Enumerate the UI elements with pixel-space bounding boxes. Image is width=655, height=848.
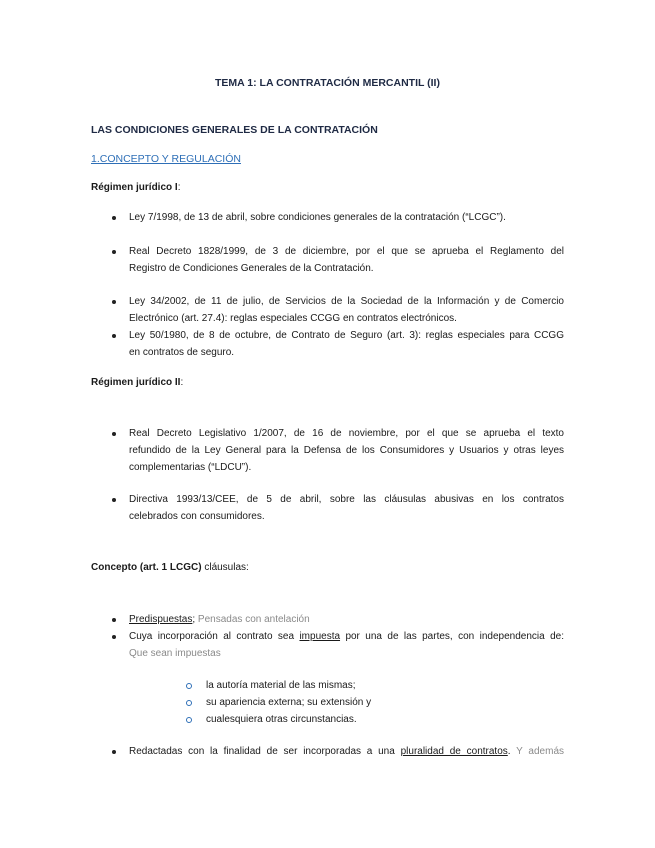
- item-line: Real Decreto 1828/1999, de 3 de diciembre, por el que se aprueba el Reglamento del: [129, 246, 564, 257]
- bullet-icon: [112, 250, 116, 254]
- regimen-2-heading: [91, 374, 183, 391]
- item-line: [129, 611, 564, 628]
- page-title: TEMA 1: LA CONTRATACIÓN MERCANTIL (II): [215, 77, 440, 89]
- bullet-icon: [112, 498, 116, 502]
- annotation-note: Pensadas con antelación: [195, 614, 310, 625]
- circle-bullet-icon: [186, 683, 192, 689]
- item-line: Ley 34/2002, de 11 de julio, de Servicios de la Sociedad de la Información y de Comercio: [129, 296, 564, 307]
- circle-bullet-icon: [186, 717, 192, 723]
- bullet-icon: [112, 216, 116, 220]
- regimen-1-item-2: [129, 243, 564, 277]
- regimen-1-colon: :: [177, 182, 181, 193]
- separator: ;: [192, 614, 196, 625]
- sub-item-1: la autoría material de las mismas;: [206, 680, 356, 691]
- item-text: Redactadas con la finalidad de ser incorporadas a una: [129, 746, 401, 757]
- regimen-1-heading: [91, 179, 180, 196]
- bullet-icon: [112, 334, 116, 338]
- concepto-item-3: [129, 743, 564, 760]
- subsection-link[interactable]: 1.CONCEPTO Y REGULACIÓN: [91, 153, 241, 165]
- annotation-note: Y además: [510, 746, 564, 757]
- regimen-1-label: Régimen jurídico I: [91, 182, 178, 193]
- regimen-2-item-2: [129, 491, 564, 525]
- regimen-1-item-4: [129, 327, 564, 361]
- concepto-item-2: [129, 628, 564, 662]
- circle-bullet-icon: [186, 700, 192, 706]
- item-line: [129, 628, 564, 645]
- item-line: refundido de la Ley General para la Defensa de los Consumidores y Usuarios y otras leyes: [129, 445, 564, 456]
- item-line: Registro de Condiciones Generales de la Contratación.: [129, 263, 374, 274]
- item-line: complementarias (“LDCU”).: [129, 462, 252, 473]
- item-text: Cuya incorporación al contrato sea: [129, 631, 300, 642]
- sub-item-3: cualesquiera otras circunstancias.: [206, 714, 357, 725]
- regimen-2-item-1: [129, 425, 564, 476]
- regimen-1-item-1: [129, 209, 564, 226]
- concepto-item-1: [129, 611, 564, 628]
- concepto-heading: [91, 559, 249, 576]
- item-text: por una de las partes, con independencia de:: [340, 631, 564, 642]
- bullet-icon: [112, 618, 116, 622]
- item-line: Directiva 1993/13/CEE, de 5 de abril, sobre las cláusulas abusivas en los contratos: [129, 494, 564, 505]
- predispuestas-text: Predispuestas: [129, 614, 193, 625]
- section-heading: LAS CONDICIONES GENERALES DE LA CONTRATACIÓN: [91, 124, 378, 136]
- impuesta-text: impuesta: [299, 631, 341, 642]
- item-line: Electrónico (art. 27.4): reglas especiales CCGG en contratos electrónicos.: [129, 313, 457, 324]
- regimen-2-colon: :: [180, 377, 184, 388]
- regimen-2-label: Régimen jurídico II: [91, 377, 181, 388]
- bullet-icon: [112, 432, 116, 436]
- pluralidad-text: pluralidad de contratos: [400, 746, 508, 757]
- item-line: Real Decreto Legislativo 1/2007, de 16 de noviembre, por el que se aprueba el texto: [129, 428, 564, 439]
- regimen-1-item-3: [129, 293, 564, 327]
- item-text: .: [507, 746, 511, 757]
- bullet-icon: [112, 635, 116, 639]
- concepto-label-rest: cláusulas:: [201, 562, 249, 573]
- bullet-icon: [112, 300, 116, 304]
- sub-item-2: su apariencia externa; su extensión y: [206, 697, 372, 708]
- concepto-label: Concepto (art. 1 LCGC): [91, 562, 202, 573]
- annotation-note: Que sean impuestas: [129, 648, 221, 659]
- item-line: [129, 743, 564, 760]
- item-line: Ley 7/1998, de 13 de abril, sobre condiciones generales de la contratación (“LCGC”).: [129, 212, 506, 223]
- item-line: Ley 50/1980, de 8 de octubre, de Contrato de Seguro (art. 3): reglas especiales para CCGG: [129, 330, 564, 341]
- item-line: celebrados con consumidores.: [129, 511, 265, 522]
- item-line: en contratos de seguro.: [129, 347, 235, 358]
- bullet-icon: [112, 750, 116, 754]
